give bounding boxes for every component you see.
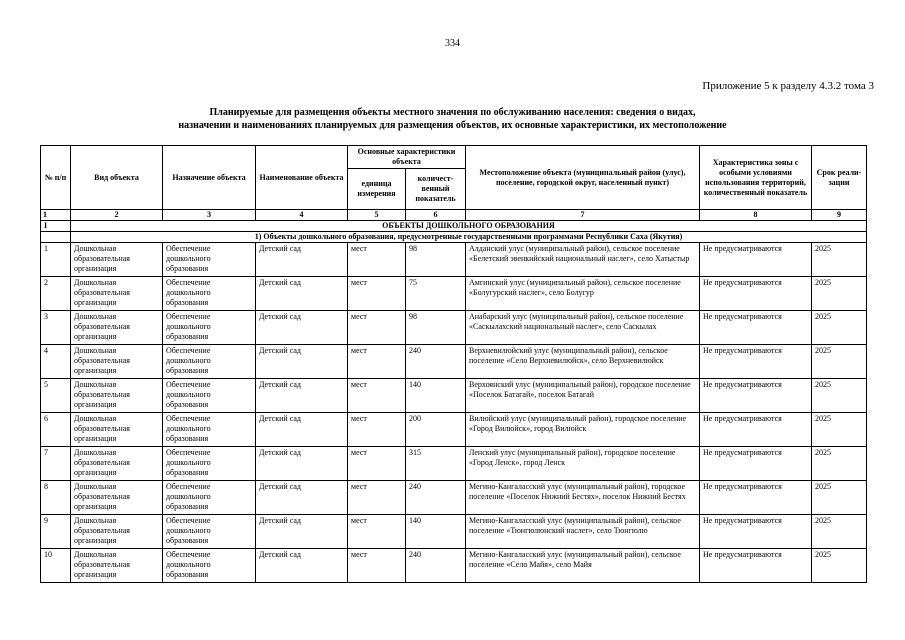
row-zone: Не предусматриваются xyxy=(700,379,812,413)
row-qty: 240 xyxy=(406,345,466,379)
row-qty: 98 xyxy=(406,243,466,277)
row-zone: Не предусматриваются xyxy=(700,413,812,447)
row-unit: мест xyxy=(348,243,406,277)
row-location: Анабарский улус (муниципальный район), сельское поселение «Саскылахский национальный наслег», село Саскылах xyxy=(466,311,700,345)
col-number: 9 xyxy=(812,210,867,221)
row-qty: 98 xyxy=(406,311,466,345)
row-term: 2025 xyxy=(812,243,867,277)
section-row xyxy=(41,221,867,232)
row-kind: Дошкольная образовательная организация xyxy=(71,447,163,481)
col-number: 1 xyxy=(41,210,71,221)
row-purpose: Обеспечение дошкольного образования xyxy=(163,379,256,413)
row-term: 2025 xyxy=(812,549,867,583)
header-unit: единица измерения xyxy=(348,169,406,210)
row-location: Мегино-Кангаласский улус (муниципальный район), сельское поселение «Село Майя», село Майя xyxy=(466,549,700,583)
row-zone: Не предусматриваются xyxy=(700,345,812,379)
row-term: 2025 xyxy=(812,277,867,311)
row-unit: мест xyxy=(348,447,406,481)
row-number: 10 xyxy=(41,549,71,583)
row-name: Детский сад xyxy=(256,515,348,549)
table-row xyxy=(41,345,867,379)
title-line-1: Планируемые для размещения объекты местного значения по обслуживанию населения: сведения о видах, xyxy=(209,107,696,118)
row-number: 8 xyxy=(41,481,71,515)
col-number: 6 xyxy=(406,210,466,221)
table-row xyxy=(41,549,867,583)
section-title: ОБЪЕКТЫ ДОШКОЛЬНОГО ОБРАЗОВАНИЯ xyxy=(71,221,867,232)
objects-table xyxy=(40,145,867,583)
row-name: Детский сад xyxy=(256,549,348,583)
row-zone: Не предусматриваются xyxy=(700,549,812,583)
row-number: 2 xyxy=(41,277,71,311)
row-qty: 140 xyxy=(406,515,466,549)
row-name: Детский сад xyxy=(256,243,348,277)
title-line-2: назначении и наименованиях планируемых для размещения объектов, их основные характеристики, их местоположение xyxy=(178,120,727,131)
row-term: 2025 xyxy=(812,379,867,413)
col-number: 3 xyxy=(163,210,256,221)
row-name: Детский сад xyxy=(256,379,348,413)
col-number: 5 xyxy=(348,210,406,221)
row-name: Детский сад xyxy=(256,481,348,515)
header-purpose: Назначение объекта xyxy=(163,146,256,210)
subsection-title: 1) Объекты дошкольного образования, предусмотренные государственными программами Республики Саха (Якутия) xyxy=(71,232,867,243)
header-location: Местоположение объекта (муниципальный район (улус), поселение, городской округ, населенный пункт) xyxy=(466,146,700,210)
table-row xyxy=(41,379,867,413)
header-name: Наименование объекта xyxy=(256,146,348,210)
table-row xyxy=(41,413,867,447)
row-zone: Не предусматриваются xyxy=(700,481,812,515)
row-zone: Не предусматриваются xyxy=(700,515,812,549)
row-location: Вилюйский улус (муниципальный район), городское поселение «Город Вилюйск», город Вилюйск xyxy=(466,413,700,447)
header-qty: количест-венный показатель xyxy=(406,169,466,210)
row-qty: 240 xyxy=(406,549,466,583)
row-number: 6 xyxy=(41,413,71,447)
row-kind: Дошкольная образовательная организация xyxy=(71,345,163,379)
row-purpose: Обеспечение дошкольного образования xyxy=(163,413,256,447)
table-row xyxy=(41,311,867,345)
appendix-reference: Приложение 5 к разделу 4.3.2 тома 3 xyxy=(702,80,874,92)
row-name: Детский сад xyxy=(256,277,348,311)
row-unit: мест xyxy=(348,311,406,345)
header-num: № п/п xyxy=(41,146,71,210)
document-title xyxy=(40,106,865,132)
row-number: 5 xyxy=(41,379,71,413)
column-numbers-row xyxy=(41,210,867,221)
row-kind: Дошкольная образовательная организация xyxy=(71,379,163,413)
row-number: 4 xyxy=(41,345,71,379)
subsection-row xyxy=(41,232,867,243)
row-kind: Дошкольная образовательная организация xyxy=(71,515,163,549)
row-name: Детский сад xyxy=(256,345,348,379)
subsection-empty-cell xyxy=(41,232,71,243)
row-name: Детский сад xyxy=(256,311,348,345)
row-unit: мест xyxy=(348,345,406,379)
row-purpose: Обеспечение дошкольного образования xyxy=(163,277,256,311)
row-zone: Не предусматриваются xyxy=(700,277,812,311)
row-unit: мест xyxy=(348,481,406,515)
row-number: 1 xyxy=(41,243,71,277)
row-name: Детский сад xyxy=(256,413,348,447)
row-purpose: Обеспечение дошкольного образования xyxy=(163,515,256,549)
row-purpose: Обеспечение дошкольного образования xyxy=(163,243,256,277)
row-term: 2025 xyxy=(812,447,867,481)
row-location: Верхневилюйский улус (муниципальный район), сельское поселение «Село Верхневилюйск», село Верхневилюйск xyxy=(466,345,700,379)
row-unit: мест xyxy=(348,515,406,549)
page-number: 334 xyxy=(445,38,460,49)
col-number: 2 xyxy=(71,210,163,221)
row-term: 2025 xyxy=(812,481,867,515)
row-qty: 200 xyxy=(406,413,466,447)
col-number: 4 xyxy=(256,210,348,221)
table-row xyxy=(41,481,867,515)
row-number: 7 xyxy=(41,447,71,481)
row-qty: 140 xyxy=(406,379,466,413)
row-purpose: Обеспечение дошкольного образования xyxy=(163,549,256,583)
row-location: Верхоянский улус (муниципальный район), городское поселение «Поселок Батагай», поселок Батагай xyxy=(466,379,700,413)
row-qty: 315 xyxy=(406,447,466,481)
header-term: Срок реали-зации xyxy=(812,146,867,210)
table-row xyxy=(41,277,867,311)
table-row xyxy=(41,515,867,549)
row-purpose: Обеспечение дошкольного образования xyxy=(163,345,256,379)
row-term: 2025 xyxy=(812,345,867,379)
row-kind: Дошкольная образовательная организация xyxy=(71,311,163,345)
header-kind: Вид объекта xyxy=(71,146,163,210)
row-location: Амгинский улус (муниципальный район), сельское поселение «Болугурский наслег», село Болугур xyxy=(466,277,700,311)
row-name: Детский сад xyxy=(256,447,348,481)
row-location: Ленский улус (муниципальный район), городское поселение «Город Ленск», город Ленск xyxy=(466,447,700,481)
col-number: 8 xyxy=(700,210,812,221)
header-row-1 xyxy=(41,146,867,169)
row-unit: мест xyxy=(348,413,406,447)
row-kind: Дошкольная образовательная организация xyxy=(71,413,163,447)
col-number: 7 xyxy=(466,210,700,221)
row-zone: Не предусматриваются xyxy=(700,243,812,277)
row-number: 3 xyxy=(41,311,71,345)
row-number: 9 xyxy=(41,515,71,549)
header-zone: Характеристика зоны с особыми условиями использования территорий, количественный показатель xyxy=(700,146,812,210)
row-unit: мест xyxy=(348,277,406,311)
row-purpose: Обеспечение дошкольного образования xyxy=(163,447,256,481)
row-kind: Дошкольная образовательная организация xyxy=(71,243,163,277)
row-unit: мест xyxy=(348,549,406,583)
row-zone: Не предусматриваются xyxy=(700,311,812,345)
row-zone: Не предусматриваются xyxy=(700,447,812,481)
table-row xyxy=(41,243,867,277)
row-term: 2025 xyxy=(812,413,867,447)
row-kind: Дошкольная образовательная организация xyxy=(71,481,163,515)
row-location: Алданский улус (муниципальный район), сельское поселение «Белетский эвенкийский национальный наслег», село Хатыстыр xyxy=(466,243,700,277)
row-qty: 75 xyxy=(406,277,466,311)
row-term: 2025 xyxy=(812,515,867,549)
table-row xyxy=(41,447,867,481)
row-unit: мест xyxy=(348,379,406,413)
header-main-characteristics: Основные характеристики объекта xyxy=(348,146,466,169)
row-purpose: Обеспечение дошкольного образования xyxy=(163,311,256,345)
row-purpose: Обеспечение дошкольного образования xyxy=(163,481,256,515)
row-location: Мегино-Кангаласский улус (муниципальный район), сельское поселение «Тюнгюлюнский наслег», село Тюнгюлю xyxy=(466,515,700,549)
row-location: Мегино-Кангаласский улус (муниципальный район), городское поселение «Поселок Нижний Бестях», поселок Нижний Бестях xyxy=(466,481,700,515)
section-number: I xyxy=(41,221,71,232)
row-qty: 240 xyxy=(406,481,466,515)
row-kind: Дошкольная образовательная организация xyxy=(71,277,163,311)
row-kind: Дошкольная образовательная организация xyxy=(71,549,163,583)
row-term: 2025 xyxy=(812,311,867,345)
